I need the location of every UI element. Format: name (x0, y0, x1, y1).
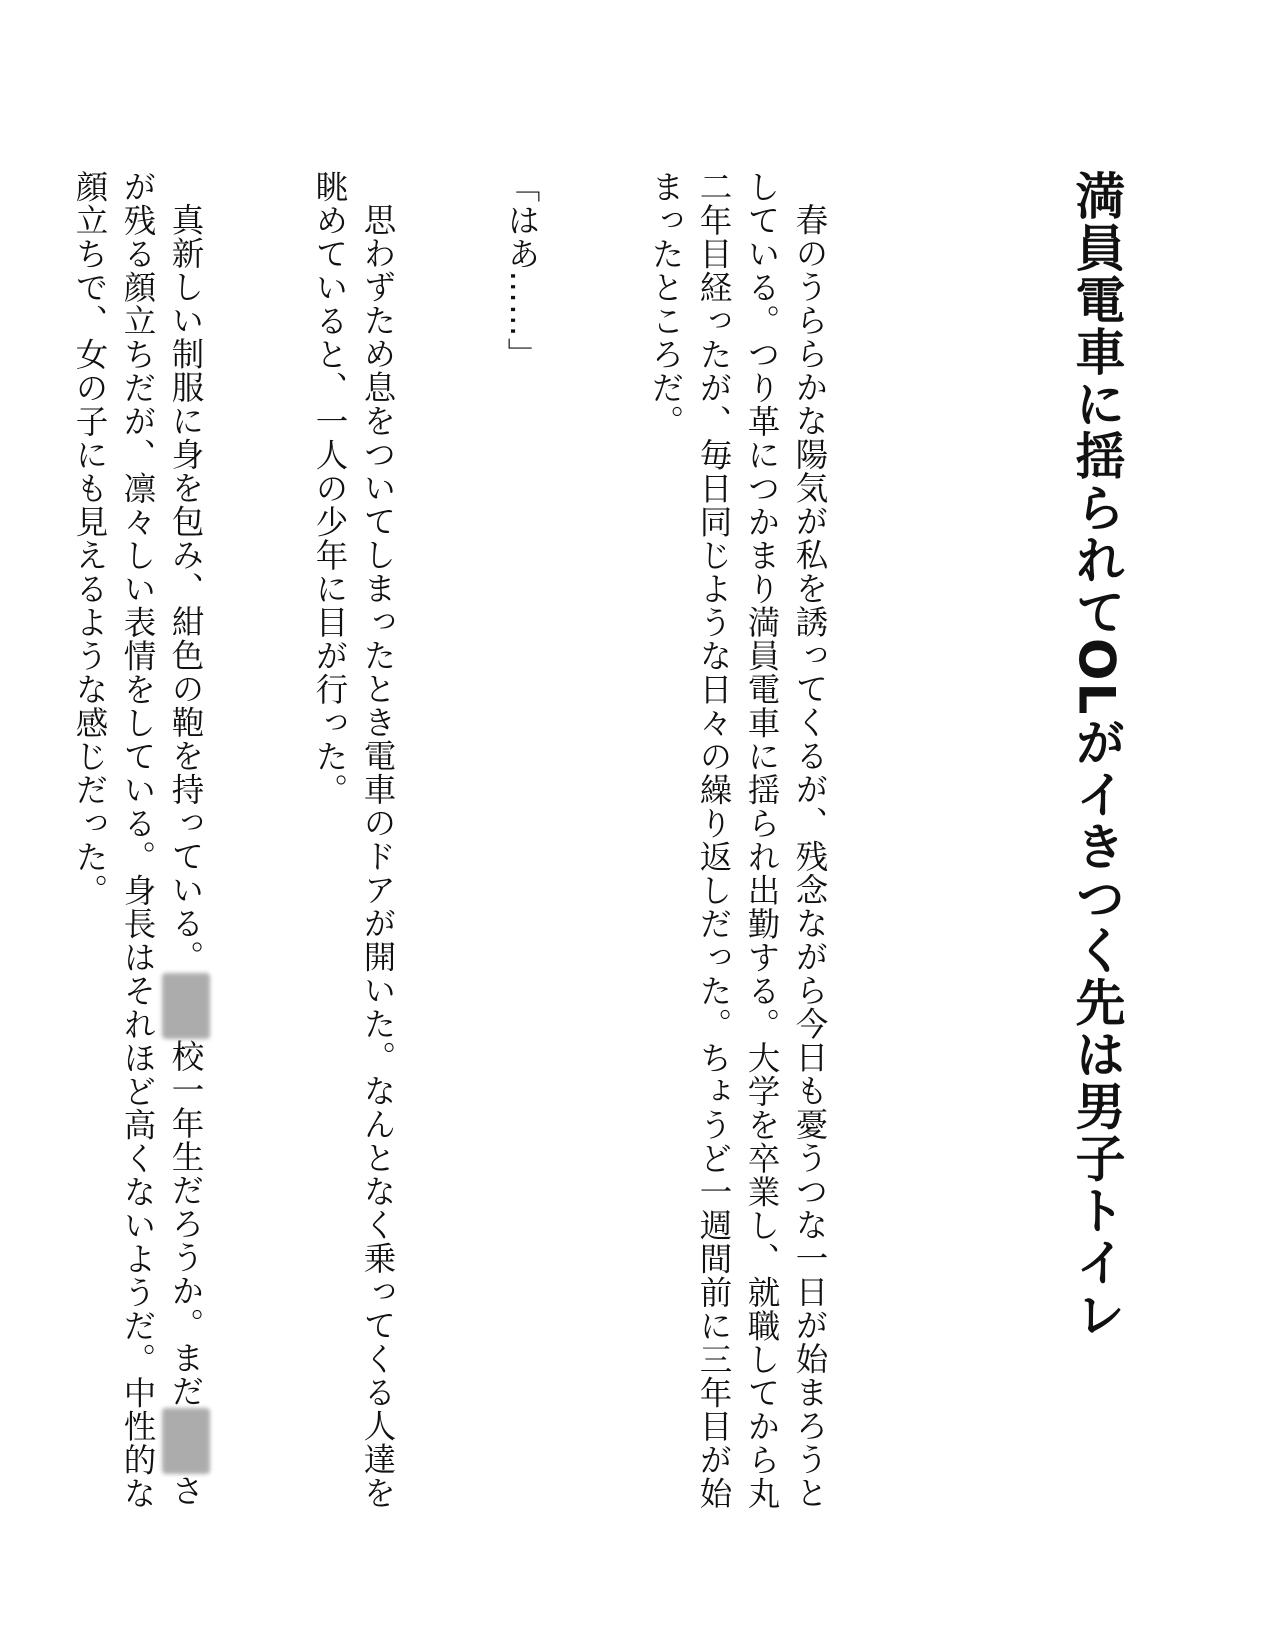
page-title: 満員電車に揺られてOLがイきつく先は男子トイレ (1067, 170, 1126, 1341)
story-body (0, 170, 930, 1510)
paragraph-4-part-5: さが残る顔立ちだが、凛々しい表情をしている。身長はそれほど高くないようだ。中性的な顔立ちで、女の子にも見えるような感じだった。 (71, 170, 205, 1510)
paragraph-3: 思わずため息をついてしまったとき電車のドアが開いた。なんとなく乗ってくる人達を眺めていると、一人の少年に目が行った。 (311, 170, 397, 1509)
paragraph-1: 春のうららかな陽気が私を誘ってくるが、残念ながら今日も憂うつな一日が始まろうとしている。つり革につかまり満員電車に揺られ出勤する。大学を卒業し、就職してから丸二年目経ったが、毎日同じような日々の繰り返しだった。ちょうど一週間前に三年目が始まったところだ。 (647, 170, 829, 1510)
censored-character (162, 973, 210, 1039)
paragraph-4-part-3: 校一年生だろうか。まだ (167, 1039, 205, 1408)
paragraph-4 (66, 170, 210, 1510)
paragraph-2: 「はあ……」 (503, 170, 541, 371)
paragraph-4-part-1: 真新しい制服に身を包み、紺色の鞄を持っている。 (167, 202, 205, 973)
censored-character (162, 1408, 210, 1474)
